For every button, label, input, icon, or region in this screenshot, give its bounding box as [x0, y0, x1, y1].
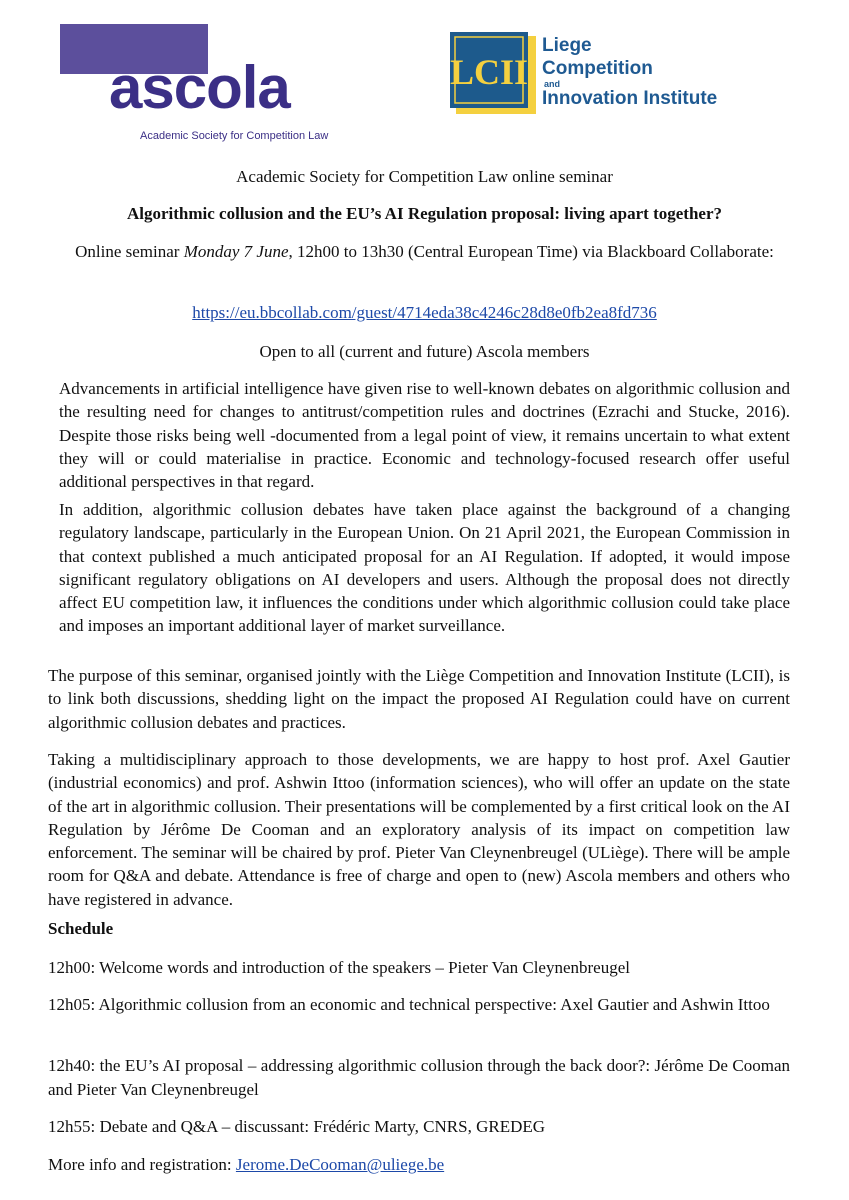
online-date: Monday 7 June [183, 242, 289, 261]
ascola-logo-wordmark: ascola [109, 54, 290, 121]
ascola-logo-subtitle: Academic Society for Competition Law [140, 130, 329, 142]
paragraph-4: Taking a multidisciplinary approach to those developments, we are happy to host prof. Axel Gautier (industrial economics) and prof. Ashwin Ittoo (information sciences), who will offer an update on the state of the art in algorithmic collusion. Their presentations will be complemented by a first critical look on the AI Regulation by Jérôme De Cooman and an exploratory analysis of its impact on competition law enforcement. The seminar will be chaired by prof. Pieter Van Cleynenbreugel (ULiège). There will be ample room for Q&A and debate. Attendance is free of charge and open to (new) Ascola members and others who have registered in advance. [48, 750, 790, 909]
lcii-line-innovation: Innovation Institute [542, 88, 718, 109]
lcii-line-and: and [544, 79, 561, 89]
seminar-title: Algorithmic collusion and the EU’s AI Regulation proposal: living apart together? [126, 204, 723, 223]
more-info [48, 1153, 444, 1177]
lcii-emblem-letters: LCII [450, 52, 529, 92]
paragraph-1: Advancements in artificial intelligence have given rise to well-known debates on algorithmic collusion and the resulting need for changes to antitrust/competition rules and doctrines (Ezrachi and Stucke, 2016). Despite those risks being well -documented from a legal point of view, it remains uncertain to what extent they will or could materialise in practice. Economic and technology-focused research offer useful additional perspectives in that regard. [59, 379, 790, 492]
online-info [70, 240, 779, 264]
paragraph-3: The purpose of this seminar, organised jointly with the Liège Competition and Innovation Institute (LCII), is to link both discussions, shedding light on the impact the proposed AI Regulation could have on current algorithmic collusion debates and practices. [48, 666, 790, 732]
lcii-line-competition: Competition [542, 58, 653, 79]
email-link[interactable]: Jerome.DeCooman@uliege.be [235, 1155, 445, 1174]
collaborate-link[interactable]: https://eu.bbcollab.com/guest/4714eda38c4246c28d8e0fb2ea8fd736 [192, 303, 657, 322]
schedule-heading: Schedule [48, 919, 114, 938]
lcii-line-liege: Liege [542, 35, 592, 56]
lcii-logo-text [542, 34, 717, 109]
schedule-item: 12h55: Debate and Q&A – discussant: Frédéric Marty, CNRS, GREDEG [48, 1117, 546, 1136]
online-suffix: , 12h00 to 13h30 (Central European Time) via Blackboard Collaborate: [288, 242, 774, 261]
lcii-logo [446, 24, 766, 124]
schedule-item: 12h40: the EU’s AI proposal – addressing algorithmic collusion through the back door?: Jérôme De Cooman and Pieter Van Cleynenbreugel [48, 1056, 790, 1099]
link-line [40, 302, 809, 324]
society-line: Academic Society for Competition Law online seminar [236, 167, 613, 186]
lcii-emblem-icon [450, 32, 538, 116]
more-info-label: More info and registration: [48, 1155, 236, 1174]
open-line: Open to all (current and future) Ascola members [259, 342, 590, 361]
schedule-item: 12h00: Welcome words and introduction of the speakers – Pieter Van Cleynenbreugel [48, 958, 631, 977]
online-prefix: Online seminar [75, 242, 184, 261]
ascola-logo [60, 24, 329, 142]
paragraph-2: In addition, algorithmic collusion debates have taken place against the background of a changing regulatory landscape, particularly in the European Union. On 21 April 2021, the European Commission in that context published a much anticipated proposal for an AI Regulation. If adopted, it would impose significant regulatory obligations on AI developers and users. Although the proposal does not directly affect EU competition law, it influences the conditions under which algorithmic collusion could take place and imposes an important additional layer of market surveillance. [59, 500, 790, 636]
schedule-item: 12h05: Algorithmic collusion from an economic and technical perspective: Axel Gautier and Ashwin Ittoo [48, 995, 770, 1014]
